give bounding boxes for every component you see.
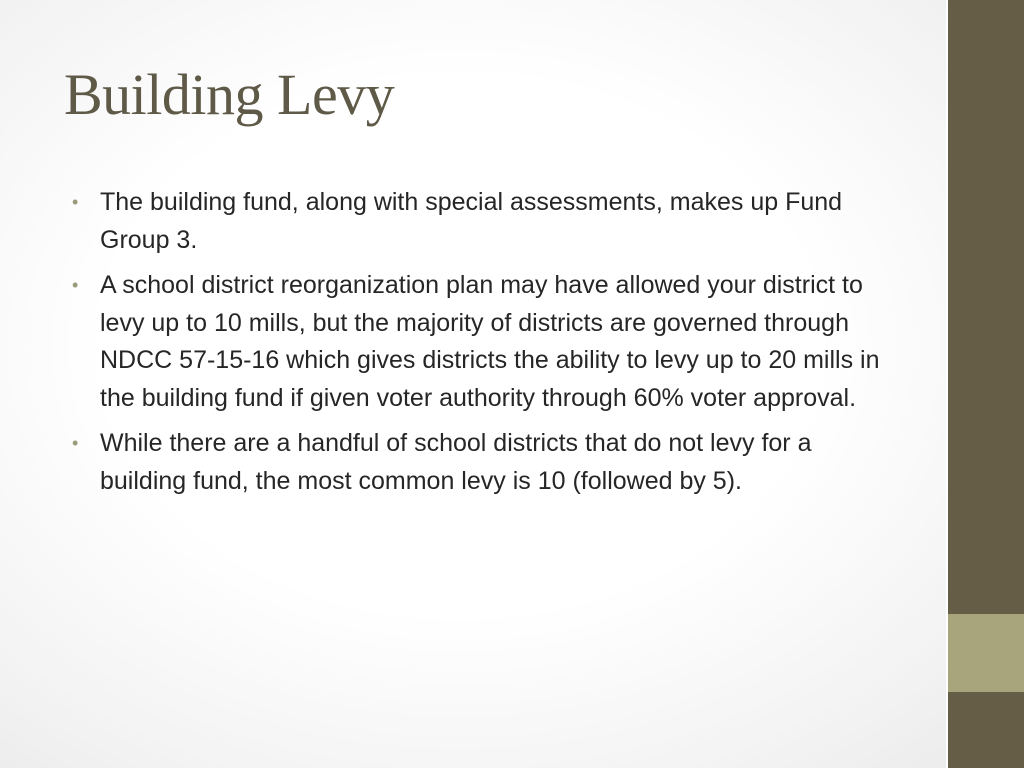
bullet-item-1 xyxy=(72,184,882,259)
bullet-text: While there are a handful of school districts that do not levy for a building fund, the most common levy is 10 (followed by 5). xyxy=(100,429,812,495)
bullet-list xyxy=(72,184,882,508)
slide-title: Building Levy xyxy=(64,62,395,127)
bullet-text: A school district reorganization plan may have allowed your district to levy up to 10 mills, but the majority of districts are governed through NDCC 57-15-16 which gives districts the ability to levy up to 20 mills in the building fund if given voter authority through 60% voter approval. xyxy=(100,271,880,412)
side-bar-accent-block xyxy=(948,614,1024,692)
bullet-marker: • xyxy=(72,192,79,212)
bullet-item-2 xyxy=(72,267,882,417)
bullet-marker: • xyxy=(72,275,79,295)
bullet-marker: • xyxy=(72,433,79,453)
bullet-item-3 xyxy=(72,425,882,500)
bullet-text: The building fund, along with special assessments, makes up Fund Group 3. xyxy=(100,188,843,254)
